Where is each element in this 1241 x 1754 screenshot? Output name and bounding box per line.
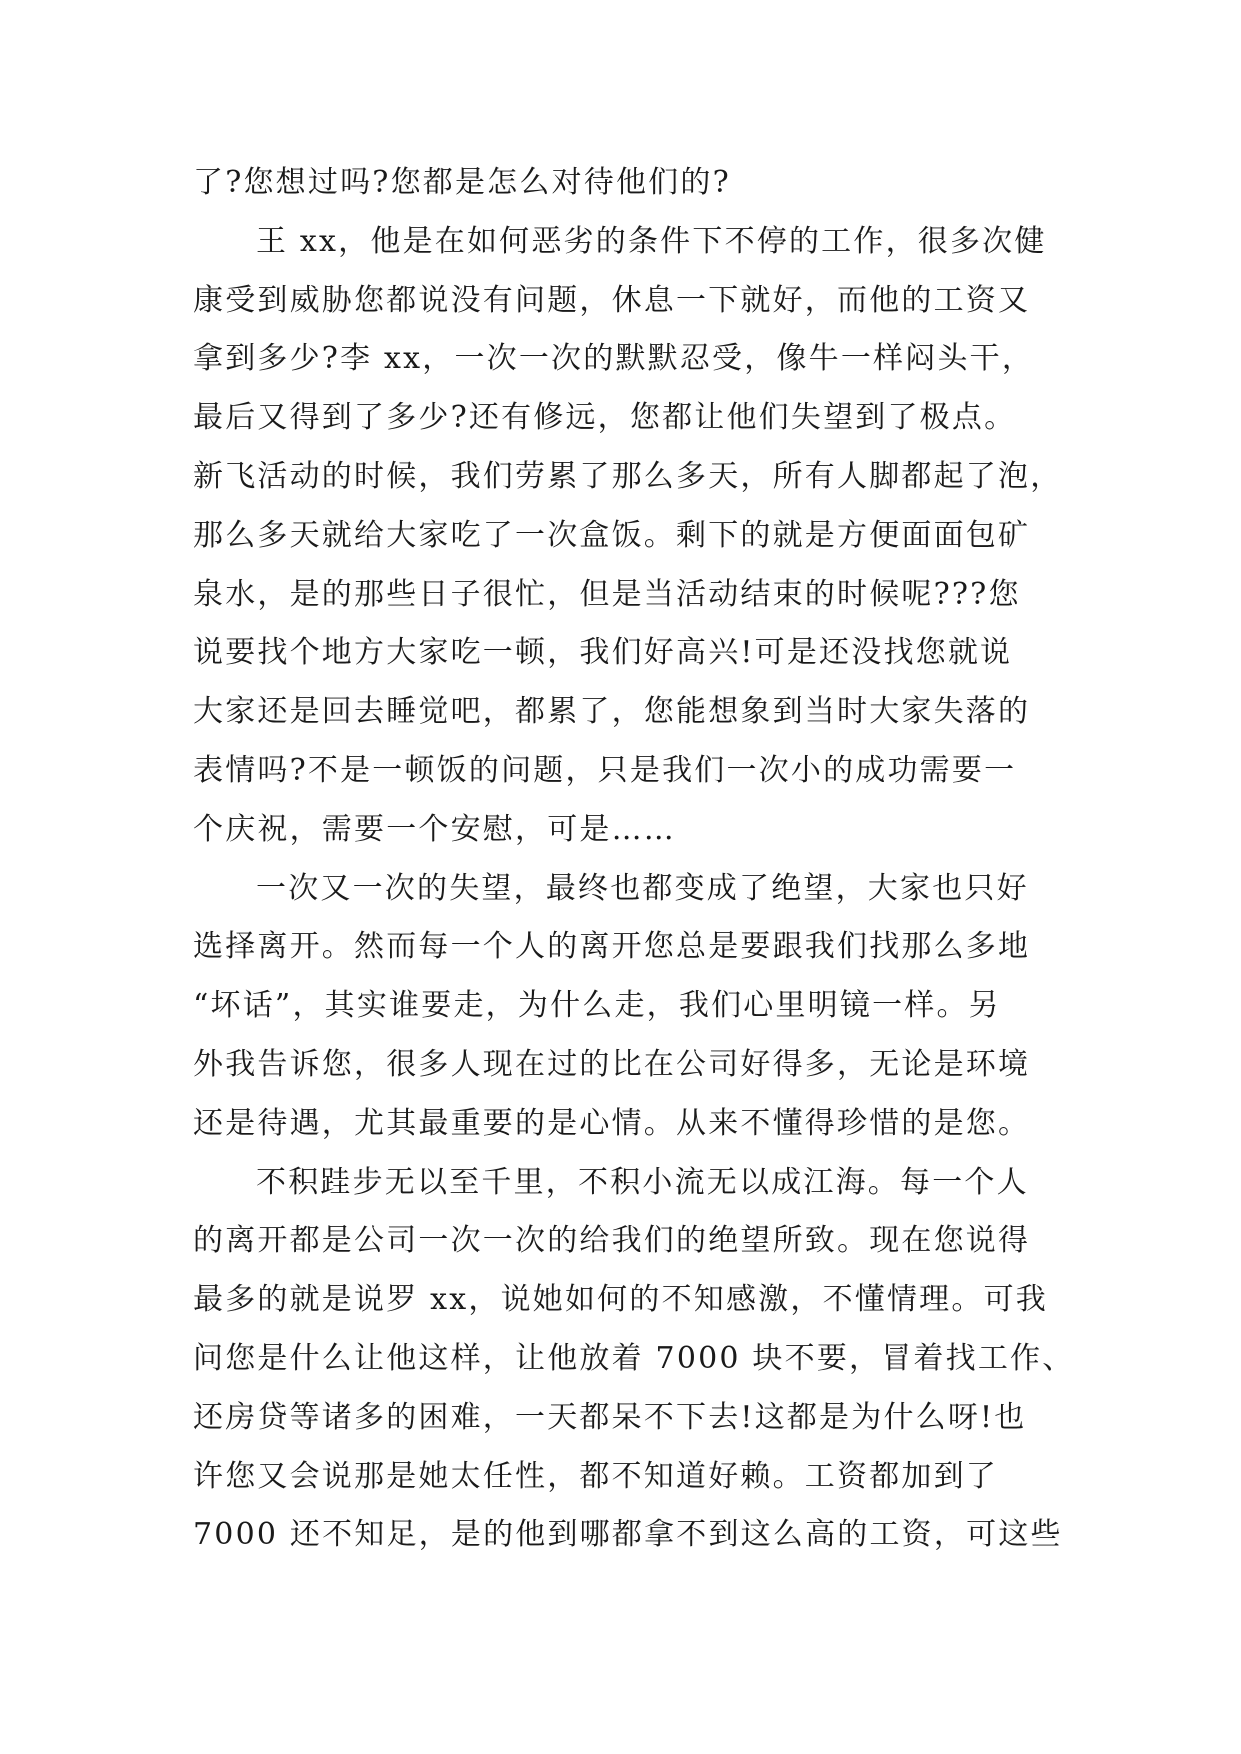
text-line: 还是待遇，尤其最重要的是心情。从来不懂得珍惜的是您。 [193, 1106, 1031, 1141]
text-line: 最多的就是说罗 xx，说她如何的不知感激，不懂情理。可我 [193, 1282, 1048, 1317]
text-line: 选择离开。然而每一个人的离开您总是要跟我们找那么多地 [193, 929, 1031, 964]
text-line: 新飞活动的时候，我们劳累了那么多天，所有人脚都起了泡， [193, 459, 1063, 494]
text-line: 那么多天就给大家吃了一次盒饭。剩下的就是方便面面包矿 [193, 518, 1031, 553]
paragraph-start-line: 王 xx，他是在如何恶劣的条件下不停的工作，很多次健 [256, 224, 1047, 259]
text-line: 问您是什么让他这样，让他放着 7000 块不要，冒着找工作、 [193, 1341, 1075, 1376]
paragraph-start-line: 一次又一次的失望，最终也都变成了绝望，大家也只好 [256, 871, 1029, 906]
text-line: 最后又得到了多少?还有修远，您都让他们失望到了极点。 [193, 400, 1017, 435]
text-line: 说要找个地方大家吃一顿，我们好高兴!可是还没找您就说 [193, 635, 1013, 670]
text-line: 表情吗?不是一顿饭的问题，只是我们一次小的成功需要一 [193, 753, 1017, 788]
text-line: 大家还是回去睡觉吧，都累了，您能想象到当时大家失落的 [193, 694, 1031, 729]
text-line: 康受到威胁您都说没有问题，休息一下就好，而他的工资又 [193, 283, 1031, 318]
text-line: “坏话”，其实谁要走，为什么走，我们心里明镜一样。另 [193, 988, 1001, 1023]
text-line: 还房贷等诸多的困难，一天都呆不下去!这都是为什么呀!也 [193, 1400, 1027, 1435]
text-line: 个庆祝，需要一个安慰，可是…… [193, 812, 676, 847]
text-line: 许您又会说那是她太任性，都不知道好赖。工资都加到了 [193, 1459, 998, 1494]
paragraph-start-line: 不积跬步无以至千里，不积小流无以成江海。每一个人 [256, 1165, 1029, 1200]
text-line: 7000 还不知足，是的他到哪都拿不到这么高的工资，可这些 [193, 1517, 1063, 1552]
text-line: 了?您想过吗?您都是怎么对待他们的? [193, 165, 731, 200]
text-line: 的离开都是公司一次一次的给我们的绝望所致。现在您说得 [193, 1223, 1031, 1258]
text-line: 外我告诉您，很多人现在过的比在公司好得多，无论是环境 [193, 1047, 1031, 1082]
text-line: 拿到多少?李 xx，一次一次的默默忍受，像牛一样闷头干， [193, 341, 1035, 376]
text-line: 泉水，是的那些日子很忙，但是当活动结束的时候呢???您 [193, 577, 1021, 612]
